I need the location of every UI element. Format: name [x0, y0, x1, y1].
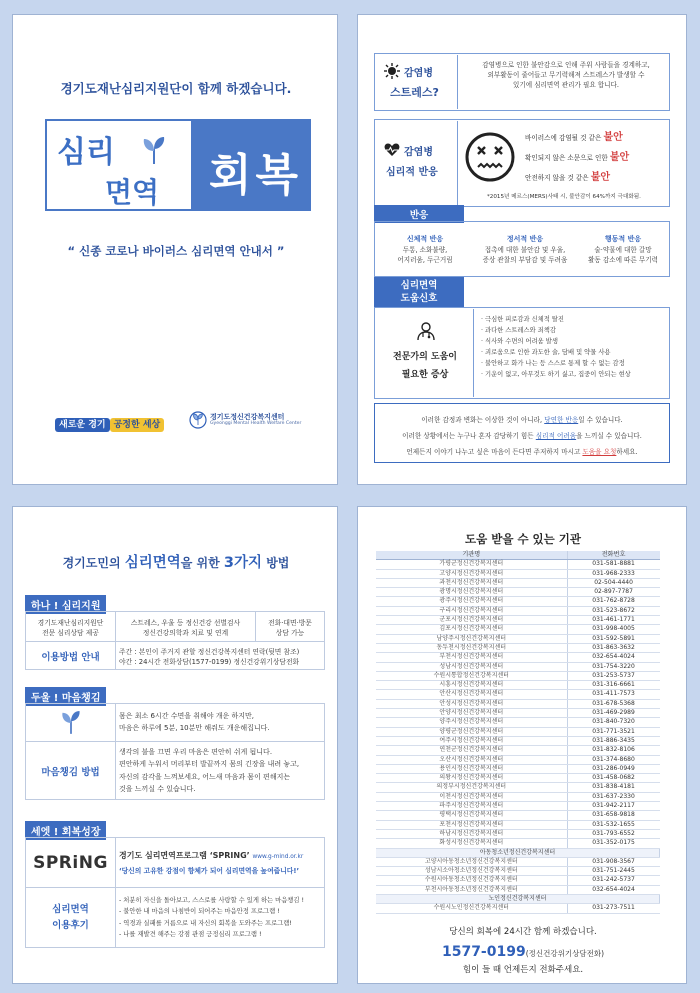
- institution-name: 용인시정신건강복지센터: [376, 764, 567, 773]
- table-row: [376, 588, 660, 597]
- review-item: - 나를 재발견 해주는 강점 관점 긍정심리 프로그램 !: [119, 930, 262, 938]
- help-highlight: 당연한 반응: [544, 416, 579, 424]
- institution-name: 수원시노인정신건강복지센터: [376, 904, 567, 913]
- institution-name: 의왕시정신건강복지센터: [376, 774, 567, 783]
- table-row: [376, 839, 660, 848]
- institution-name: 여주시정신건강복지센터: [376, 736, 567, 745]
- phone-number[interactable]: 031-998-4005: [567, 625, 659, 634]
- review-item: - 역경과 실패를 거름으로 내 자신의 회복을 도와주는 프로그램!: [119, 919, 292, 927]
- col-line: 두통, 소화불량,: [402, 246, 448, 254]
- institution-name: 과천시정신건강복지센터: [376, 578, 567, 587]
- emotional-reaction: [475, 234, 575, 266]
- signal-title-box: [376, 309, 474, 397]
- stress-title-2: 스트레스?: [390, 86, 439, 99]
- col-line: 증상 관찰의 부담감 및 두려움: [482, 255, 568, 264]
- reaction-line-text: 확인되지 않은 소문으로 인한: [525, 154, 610, 162]
- help-note-line: [375, 412, 669, 428]
- signal-item: · 식사와 수면의 어려움 발생: [481, 338, 558, 346]
- institution-name: 동두천시정신건강복지센터: [376, 643, 567, 652]
- help-text: 이러한 상황에서는 누구나 혼자 감당하기 힘든: [402, 432, 536, 440]
- section-2-tag: 두울 ! 마음챙김: [25, 687, 106, 706]
- help-highlight: 심리적 어려움: [535, 432, 577, 440]
- methods-title: [13, 551, 338, 572]
- category-label: 아동청소년정신건강복지센터: [376, 848, 660, 857]
- stress-text-line: 외부활동이 줄어들고 무기력해져 스트레스가 발생할 수: [487, 71, 645, 80]
- reaction-line-text: 바이러스에 감염될 것 같은: [525, 134, 604, 142]
- support-cell: [116, 612, 256, 642]
- signal-title-2: 필요한 증상: [401, 370, 449, 380]
- physical-reaction: [379, 234, 471, 266]
- table-row: [376, 634, 660, 643]
- usage-night: 야간 : 24시간 전화상담(1577-0199) 정신건강위기상담전화: [119, 657, 300, 666]
- phone-number[interactable]: 032-654-4024: [567, 885, 659, 894]
- help-text: 을 느끼실 수 있습니다.: [576, 432, 642, 440]
- col-head: 행동적 반응: [604, 235, 642, 243]
- phone-number[interactable]: 031-658-9818: [567, 811, 659, 820]
- col-line: 술·약물에 대한 갈망: [594, 246, 652, 254]
- table-row: [376, 820, 660, 829]
- signal-item-text: 과다한 스트레스와 죄책감: [485, 327, 556, 335]
- sleep-text: [116, 704, 325, 742]
- col-line: 활동 감소에 따른 무기력: [588, 255, 658, 264]
- signal-item-text: 불안하고 화가 나는 등 스스로 통제 할 수 없는 감정: [485, 360, 625, 368]
- phone-number[interactable]: 031-751-2445: [567, 867, 659, 876]
- table-row: [376, 643, 660, 652]
- table-row: [376, 597, 660, 606]
- institution-name: 연천군정신건강복지센터: [376, 746, 567, 755]
- signal-item-text: 괴로움으로 인한 과도한 술, 담배 및 약물 사용: [485, 349, 611, 357]
- spring-logo-cell: [26, 838, 116, 888]
- page-cover: [12, 14, 338, 485]
- sprout-icon: [141, 135, 167, 165]
- institution-name: 포천시정신건강복지센터: [376, 820, 567, 829]
- signal-item: · 극심한 피로감과 신체적 탈진: [481, 316, 565, 323]
- institution-name: 군포시정신건강복지센터: [376, 616, 567, 625]
- help-highlight: 도움을 요청: [582, 448, 617, 456]
- institution-name: 광주시정신건강복지센터: [376, 597, 567, 606]
- review-item: - 불안한 내 마음의 나침반이 되어주는 마음안정 프로그램 !: [119, 908, 280, 916]
- institution-name: 시흥시정신건강복지센터: [376, 681, 567, 690]
- institution-name: 고양시아동청소년정신건강복지센터: [376, 857, 567, 866]
- spring-logo: SPRiNG: [33, 852, 108, 873]
- cell-text: 스트레스, 우울 등 정신건강 선별검사: [130, 618, 241, 627]
- title-left-block: [45, 119, 193, 211]
- table-row: [376, 653, 660, 662]
- phone-number[interactable]: 031-374-8680: [567, 755, 659, 764]
- phone-number[interactable]: 031-273-7511: [567, 904, 659, 913]
- phone-number[interactable]: 031-942-2117: [567, 802, 659, 811]
- table-row: [376, 774, 660, 783]
- table-row: [376, 690, 660, 699]
- section-1-table: [25, 611, 325, 670]
- table-row: [376, 885, 660, 894]
- directory-foot-3: 힘이 들 때 언제든지 전화주세요.: [462, 965, 584, 975]
- reviews: [116, 888, 325, 948]
- cell-text: 전문 심리상담 제공: [42, 628, 99, 637]
- slogan-new-gyeonggi: 새로운 경기: [55, 418, 110, 432]
- stress-text-line: [465, 80, 667, 90]
- col-line: 어지러움, 두근거림: [397, 255, 453, 264]
- title-simri: 심리: [57, 135, 115, 170]
- stress-text-line: 감염병으로 인한 불안감으로 인해 주위 사람들을 경계하고,: [482, 61, 650, 69]
- signal-list: [481, 314, 671, 380]
- cover-subtitle: “ 신종 코로나 바이러스 심리면역 안내서 ”: [67, 244, 285, 258]
- mindfulness-line: 자신의 감각을 느껴보세요, 어느새 마음과 몸이 편해지는: [119, 772, 291, 781]
- reaction-tag: 반응: [374, 205, 464, 223]
- phone-number[interactable]: 031-793-6552: [567, 829, 659, 838]
- institution-name: 남양주시정신건강복지센터: [376, 634, 567, 643]
- table-row: [376, 569, 660, 578]
- signal-item: · 과다한 스트레스와 죄책감: [481, 327, 556, 335]
- table-row: [376, 709, 660, 718]
- phone-number[interactable]: 02-504-4440: [567, 578, 659, 587]
- cover-header: 경기도재난심리지원단이 함께 하겠습니다.: [60, 81, 292, 96]
- heartbeat-icon: [384, 143, 400, 157]
- doctor-icon: [416, 321, 436, 341]
- reaction-line: [525, 128, 667, 148]
- phone-number[interactable]: 031-840-7320: [567, 718, 659, 727]
- table-row: [376, 802, 660, 811]
- reaction-note: *2015년 메르스(MERS)사태 시, 불안감이 64%까지 극대화됨.: [487, 194, 641, 200]
- directory-foot-1: 당신의 회복에 24시간 함께 하겠습니다.: [449, 927, 597, 937]
- phone-number[interactable]: 031-908-3567: [567, 857, 659, 866]
- reaction-title-2: 심리적 반응: [386, 167, 438, 178]
- signal-item: · 괴로움으로 인한 과도한 술, 담배 및 약물 사용: [481, 349, 611, 357]
- phone-number[interactable]: 031-863-3632: [567, 643, 659, 652]
- review-item: - 처분히 자신을 돌아보고, 스스로를 사랑할 수 있게 하는 마음챙김 !: [119, 897, 304, 905]
- col-head: 신체적 반응: [406, 235, 444, 243]
- reaction-line: [525, 148, 667, 168]
- help-text: 하세요.: [616, 448, 638, 456]
- center-name: 경기도정신건강복지센터: [210, 412, 285, 421]
- institution-name: 구리시정신건강복지센터: [376, 606, 567, 615]
- section-1-tag: 하나 ! 심리지원: [25, 595, 106, 614]
- anxious-face-icon: [465, 132, 515, 182]
- signal-tag-line: 도움신호: [400, 293, 438, 304]
- signal-box: [374, 307, 670, 399]
- table-row: [376, 671, 660, 680]
- institution-name: 가평군정신건강복지센터: [376, 560, 567, 569]
- support-cell: [256, 612, 325, 642]
- signal-tag: [374, 277, 464, 307]
- stress-text: [465, 60, 667, 91]
- help-note-line: [375, 428, 669, 444]
- title-hoebok: 회복: [209, 150, 303, 201]
- phone-number[interactable]: 031-242-5737: [567, 876, 659, 885]
- table-row: [376, 783, 660, 792]
- phone-number[interactable]: 031-771-3521: [567, 727, 659, 736]
- institution-name: 안성시정신건강복지센터: [376, 699, 567, 708]
- help-text: 언제든지 이야기 나누고 싶은 마음이 든다면 주저하지 마시고: [406, 448, 583, 456]
- institution-name: 파주시정신건강복지센터: [376, 802, 567, 811]
- mindfulness-line: 편안하게 누워서 머리부터 발끝까지 몸의 긴장을 내려 놓고,: [119, 760, 300, 769]
- mindfulness-text: [116, 742, 325, 800]
- usage-label: 이용방법 안내: [26, 642, 116, 670]
- table-row: [376, 616, 660, 625]
- institution-name: 양평군정신건강복지센터: [376, 727, 567, 736]
- program-header: [119, 850, 321, 861]
- help-note-box: [374, 403, 670, 463]
- methods-title-text: 방법: [262, 556, 290, 570]
- table-row: [376, 736, 660, 745]
- signal-item-text: 극심한 피로감과 신체적 탈진: [485, 316, 565, 323]
- reaction-title-box: [376, 121, 458, 205]
- phone-number[interactable]: 031-316-6661: [567, 681, 659, 690]
- sleep-line: 마음은 하루에 5분, 10분만 해줘도 개운해집니다.: [119, 723, 270, 732]
- slogan-fair-world: 공정한 세상: [110, 418, 165, 432]
- review-label-line: 이용후기: [52, 919, 89, 931]
- phone-number[interactable]: 031-461-1771: [567, 616, 659, 625]
- category-label: 노인정신건강복지센터: [376, 894, 660, 903]
- phone-number[interactable]: 031-762-8728: [567, 597, 659, 606]
- institution-name: 오산시정신건강복지센터: [376, 755, 567, 764]
- center-logo: [189, 411, 301, 429]
- reaction-line: [525, 168, 667, 188]
- institution-name: 수원시아동청소년정신건강복지센터: [376, 876, 567, 885]
- page-directory: [357, 506, 687, 984]
- help-text: 일 수 있습니다.: [578, 416, 623, 424]
- program-quote: ‘당신의 고유한 강점이 향체가 되어 심리면역을 높여줍니다!’: [119, 867, 300, 875]
- help-note: [375, 412, 669, 460]
- phone-number[interactable]: 031-411-7573: [567, 690, 659, 699]
- virus-icon: [384, 63, 400, 79]
- table-row: [376, 718, 660, 727]
- signal-item-text: 식사와 수면의 어려움 발생: [485, 338, 558, 346]
- mindfulness-line: 생각의 불을 끄면 우리 마음은 편안히 쉬게 됩니다.: [119, 748, 273, 756]
- reaction-types-box: [374, 221, 670, 277]
- table-row: [376, 746, 660, 755]
- phone-number[interactable]: 031-832-8106: [567, 746, 659, 755]
- cell-text: 경기도재난심리지원단: [37, 618, 104, 627]
- hotline[interactable]: [358, 941, 687, 960]
- table-row: [376, 829, 660, 838]
- phone-number[interactable]: 031-968-2333: [567, 569, 659, 578]
- title-right-block: [191, 119, 311, 211]
- institution-name: 하남시정신건강복지센터: [376, 829, 567, 838]
- mindfulness-line: 것을 느끼실 수 있습니다.: [119, 784, 196, 793]
- slogan: [55, 417, 164, 430]
- directory-table: [376, 551, 660, 914]
- table-row: [376, 681, 660, 690]
- table-row: [376, 904, 660, 913]
- table-row: [376, 625, 660, 634]
- stress-text-3: 있기에 심리면역 관리가 필요 합니다.: [512, 81, 620, 90]
- reaction-line-text: 안전하지 않을 것 같은: [525, 174, 591, 182]
- institution-name: 의정부시정신건강복지센터: [376, 783, 567, 792]
- table-row: [376, 876, 660, 885]
- directory-body: [376, 560, 660, 913]
- col-phone-header: 전화번호: [567, 551, 659, 560]
- section-2-table: [25, 703, 325, 800]
- center-logo-icon: [189, 411, 207, 429]
- phone-number[interactable]: 031-458-0682: [567, 774, 659, 783]
- page-three-methods: [12, 506, 338, 984]
- table-row: [376, 662, 660, 671]
- phone-number[interactable]: 031-532-1655: [567, 820, 659, 829]
- institution-name: 성남시소아청소년정신건강복지센터: [376, 867, 567, 876]
- signal-item-text: 기운이 없고, 아무것도 하기 싫고, 집중이 안되는 현상: [485, 371, 631, 379]
- table-row: [376, 755, 660, 764]
- sprout-cell: [26, 704, 116, 742]
- help-note-line: [375, 444, 669, 460]
- page-reactions: [357, 14, 687, 485]
- institution-name: 광명시정신건강복지센터: [376, 588, 567, 597]
- reaction-title-1: 감염병: [404, 147, 433, 158]
- title-myeonyeok: 면역: [105, 176, 160, 209]
- institution-name: 김포시정신건강복지센터: [376, 625, 567, 634]
- table-row: [376, 857, 660, 866]
- cell-text: 정신건강의학과 치료 및 연계: [142, 628, 229, 637]
- institution-name: 양주시정신건강복지센터: [376, 718, 567, 727]
- phone-number[interactable]: 031-286-0949: [567, 764, 659, 773]
- reaction-lines: [525, 128, 667, 188]
- institution-name: 고양시정신건강복지센터: [376, 569, 567, 578]
- cell-text: 상담 가능: [275, 628, 305, 637]
- category-row: [376, 894, 660, 903]
- table-row: [376, 811, 660, 820]
- help-text: 이러한 감정과 변화는 이상한 것이 아니라,: [421, 416, 545, 424]
- table-row: [376, 727, 660, 736]
- phone-number[interactable]: 031-637-2330: [567, 792, 659, 801]
- phone-number[interactable]: 031-838-4181: [567, 783, 659, 792]
- institution-name: 부천시아동청소년정신건강복지센터: [376, 885, 567, 894]
- review-label-line: 심리면역: [52, 904, 89, 916]
- phone-number[interactable]: 031-592-5891: [567, 634, 659, 643]
- methods-title-highlight: 심리면역: [124, 555, 181, 571]
- hotline-note: (정신건강위기상담전화): [525, 949, 605, 958]
- phone-number[interactable]: 031-754-3220: [567, 662, 659, 671]
- institution-name: 부천시정신건강복지센터: [376, 653, 567, 662]
- institution-name: 이천시정신건강복지센터: [376, 792, 567, 801]
- usage-day: 주간 : 본인이 주거지 관할 정신건강복지센터 연락(뒷면 참조): [119, 647, 300, 656]
- program-title: 경기도 심리면역프로그램 ‘SPRING’: [119, 851, 250, 860]
- category-row: [376, 848, 660, 857]
- signal-item: · 기운이 없고, 아무것도 하기 싫고, 집중이 안되는 현상: [481, 371, 631, 379]
- table-row: [376, 867, 660, 876]
- table-row: [376, 764, 660, 773]
- phone-number[interactable]: 032-654-4024: [567, 653, 659, 662]
- stress-box: [374, 53, 670, 111]
- table-row: [376, 699, 660, 708]
- table-row: [376, 606, 660, 615]
- institution-name: 화성시정신건강복지센터: [376, 839, 567, 848]
- table-row: [376, 792, 660, 801]
- cell-text: 전화·대면·방문: [268, 618, 312, 627]
- center-name-en: Gyeonggi Mental Health Welfare Center: [210, 421, 302, 427]
- signal-tag-line: 심리면역: [400, 280, 438, 291]
- behavioral-reaction: [577, 234, 669, 266]
- directory-title: 도움 받을 수 있는 기관: [465, 532, 581, 546]
- phone-number[interactable]: 031-253-5737: [567, 671, 659, 680]
- col-line: 접촉에 대한 불안감 및 우울,: [484, 246, 566, 254]
- program-url[interactable]: www.g-mind.or.kr: [252, 854, 304, 860]
- mindfulness-label: 마음챙김 방법: [26, 742, 116, 800]
- col-name-header: 기관명: [376, 551, 567, 560]
- sprout-icon: [60, 709, 82, 735]
- institution-name: 평택시정신건강복지센터: [376, 811, 567, 820]
- phone-number[interactable]: 031-581-8881: [567, 560, 659, 569]
- methods-title-text: 경기도민의: [62, 556, 125, 570]
- table-row: [376, 560, 660, 569]
- reaction-box: [374, 119, 670, 207]
- phone-number[interactable]: 02-897-7787: [567, 588, 659, 597]
- reaction-line-highlight: 불안: [590, 172, 611, 183]
- signal-item: · 불안하고 화가 나는 등 스스로 통제 할 수 없는 감정: [481, 360, 625, 368]
- reaction-line-highlight: 불안: [603, 132, 623, 143]
- methods-title-text: 을 위한: [180, 556, 224, 570]
- review-label: [26, 888, 116, 948]
- program-cell: [116, 838, 325, 888]
- institution-name: 안양시정신건강복지센터: [376, 709, 567, 718]
- signal-title-1: 전문가의 도움이: [393, 352, 457, 362]
- usage-cell: [116, 642, 325, 670]
- institution-name: 성남시정신건강복지센터: [376, 662, 567, 671]
- hotline-number[interactable]: 1577-0199: [441, 944, 526, 960]
- institution-name: 안산시정신건강복지센터: [376, 690, 567, 699]
- phone-number[interactable]: 031-469-2989: [567, 709, 659, 718]
- sleep-line: 몸은 최소 6시간 수면을 취해야 개운 하지만,: [119, 711, 254, 720]
- phone-number[interactable]: 031-352-0175: [567, 839, 659, 848]
- stress-title-1: 감염병: [404, 68, 433, 79]
- phone-number[interactable]: 031-886-3435: [567, 736, 659, 745]
- section-3-tag: 세엣 ! 회복성장: [25, 821, 106, 840]
- col-head: 정서적 반응: [506, 235, 544, 243]
- phone-number[interactable]: 031-678-5368: [567, 699, 659, 708]
- section-3-table: [25, 837, 325, 948]
- table-row: [376, 578, 660, 587]
- institution-name: 수원시통합정신건강복지센터: [376, 671, 567, 680]
- stress-title-box: [376, 55, 458, 109]
- phone-number[interactable]: 031-523-8672: [567, 606, 659, 615]
- reaction-line-highlight: 불안: [609, 152, 630, 163]
- support-cell: [26, 612, 116, 642]
- methods-title-highlight: 3가지: [223, 555, 263, 571]
